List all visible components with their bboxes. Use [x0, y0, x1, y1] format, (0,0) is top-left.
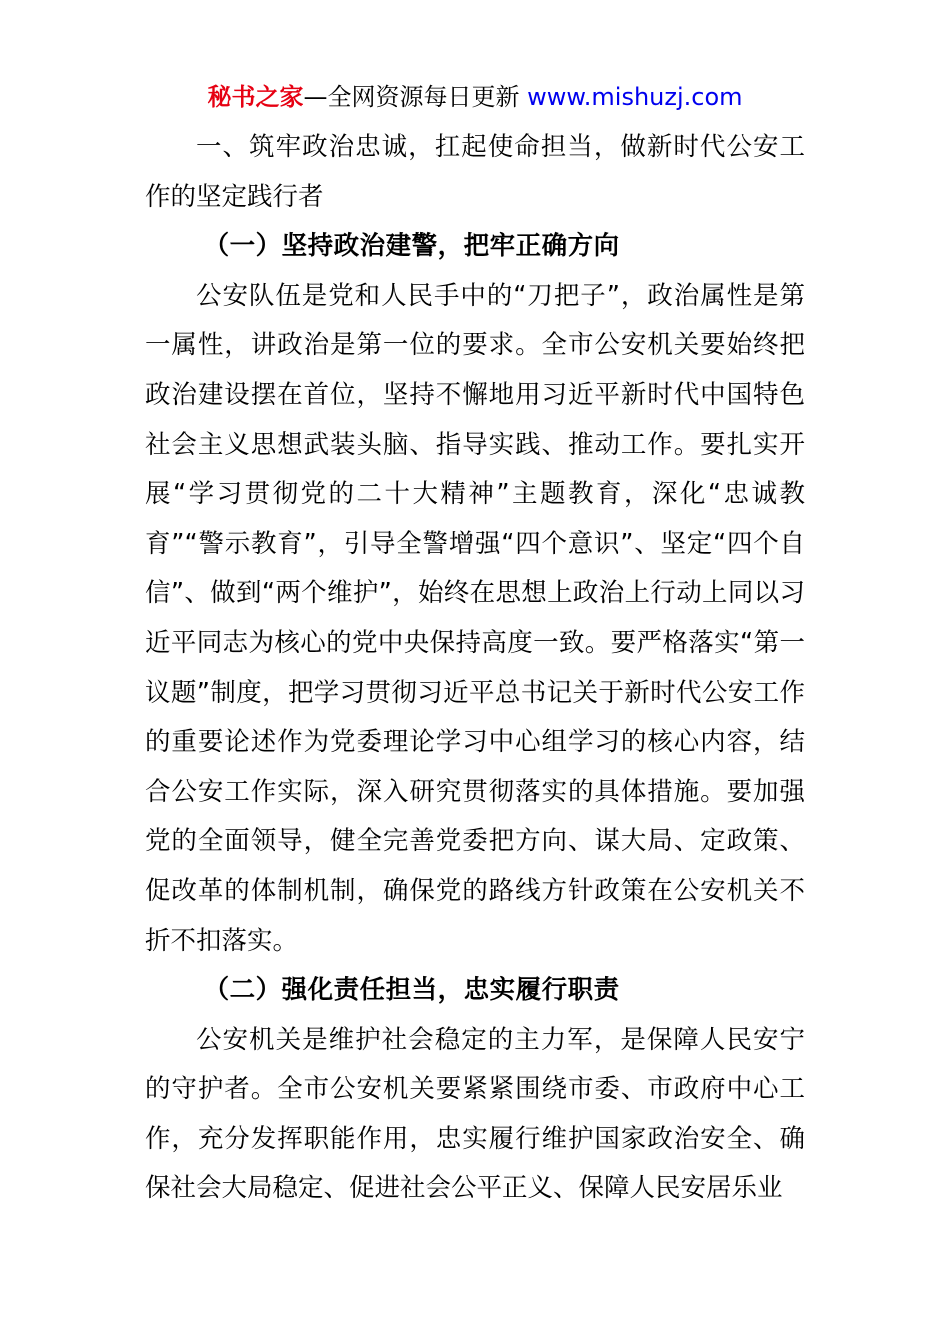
site-url-link[interactable]: www.mishuzj.com [527, 83, 743, 111]
subsection-2-paragraph: 公安机关是维护社会稳定的主力军，是保障人民安宁的守护者。全市公安机关要紧紧围绕市委、市政府中心工作，充分发挥职能作用，忠实履行维护国家政治安全、确保社会大局稳定、促进社会公平正义、保障人民安居乐业 [145, 1024, 805, 1204]
subsection-1-title: （一）坚持政治建警，把牢正确方向 [203, 231, 620, 262]
section-title: 一、筑牢政治忠诚，扛起使命担当，做新时代公安工作的坚定践行者 [145, 132, 805, 212]
document-body [145, 123, 805, 1214]
subsection-1-paragraph: 公安队伍是党和人民手中的“刀把子”，政治属性是第一属性，讲政治是第一位的要求。全市公安机关要始终把政治建设摆在首位，坚持不懈地用习近平新时代中国特色社会主义思想武装头脑、指导实践、推动工作。要扎实开展“学习贯彻党的二十大精神”主题教育，深化“忠诚教育”“警示教育”，引导全警增强“四个意识”、坚定“四个自信”、做到“两个维护”，始终在思想上政治上行动上同以习近平同志为核心的党中央保持高度一致。要严格落实“第一议题”制度，把学习贯彻习近平总书记关于新时代公安工作的重要论述作为党委理论学习中心组学习的核心内容，结合公安工作实际，深入研究贯彻落实的具体措施。要加强党的全面领导，健全完善党委把方向、谋大局、定政策、促改革的体制机制，确保党的路线方针政策在公安机关不折不扣落实。 [145, 280, 805, 956]
header-tagline: —全网资源每日更新 [303, 83, 528, 111]
watermark-header [0, 82, 950, 112]
subsection-2-title: （二）强化责任担当，忠实履行职责 [203, 975, 620, 1006]
brand-name: 秘书之家 [207, 83, 304, 111]
